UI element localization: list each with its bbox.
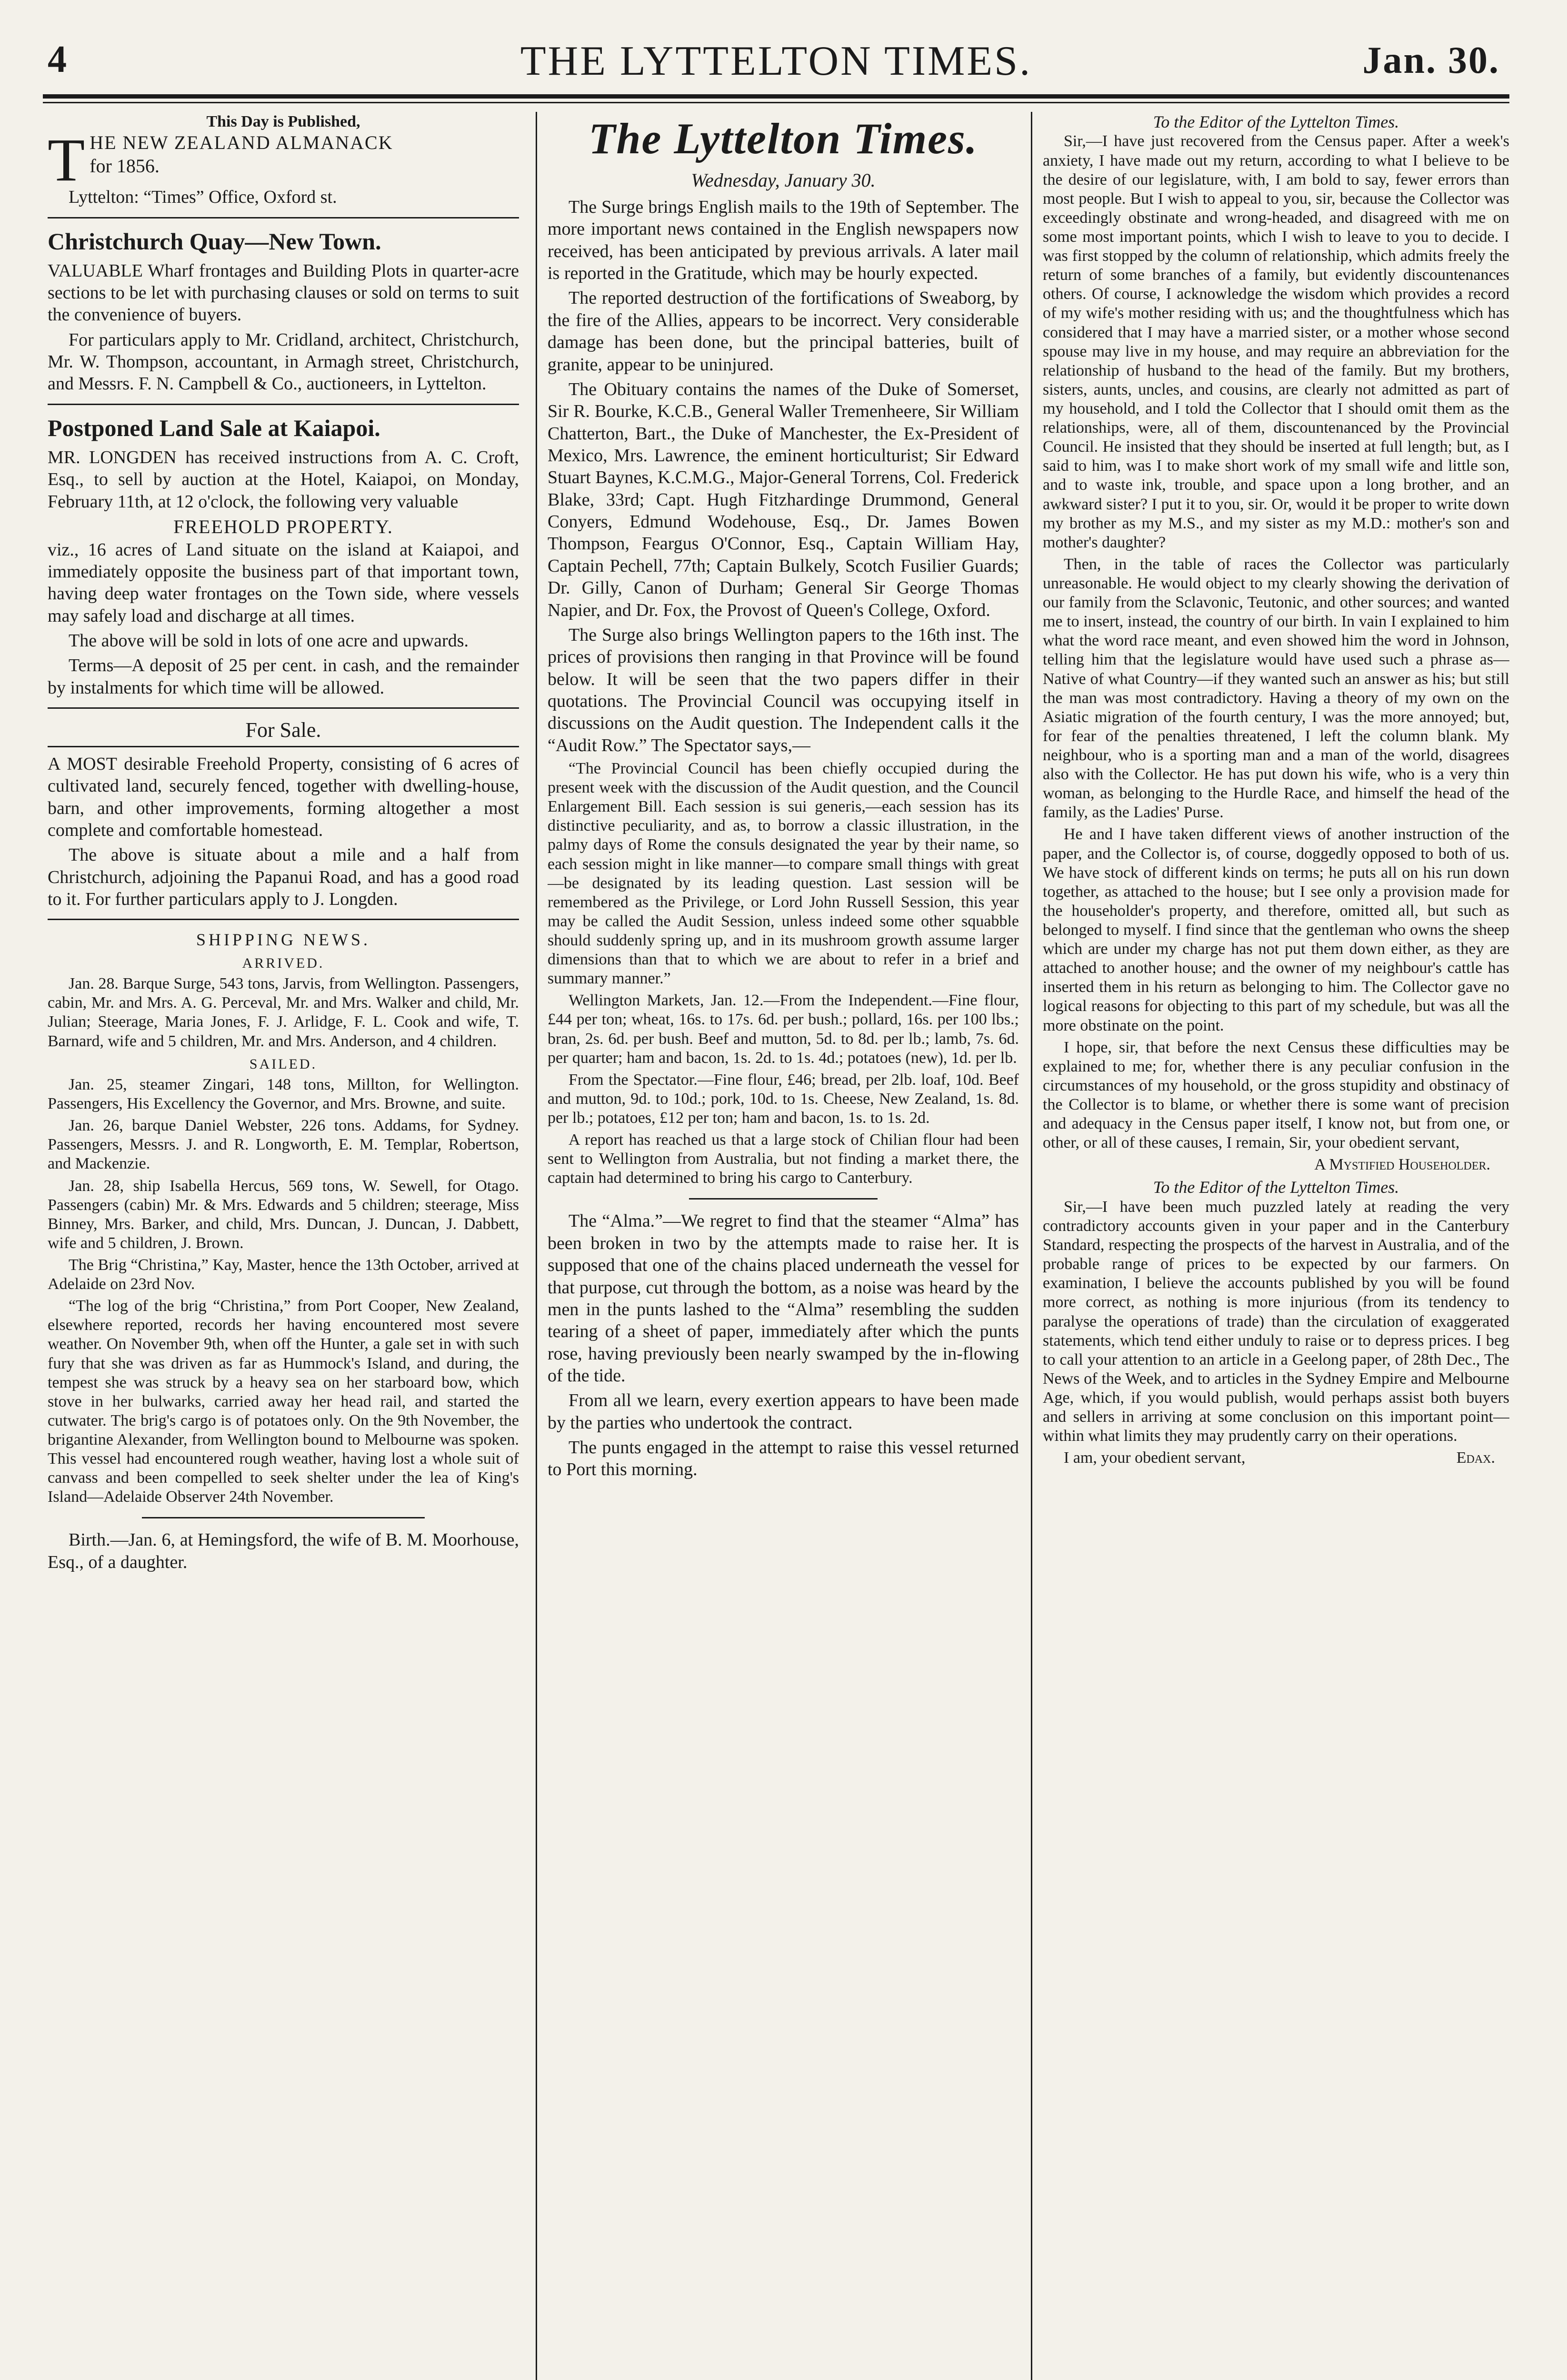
almanack-year: for 1856.: [90, 155, 160, 177]
almanack-title: HE NEW ZEALAND ALMANACK: [90, 132, 393, 154]
quay-heading: Christchurch Quay—New Town.: [48, 228, 381, 255]
letter-paragraph: I hope, sir, that before the next Census these difficulties may be explained to me; for, whether there is any peculiar confusion in the circumstances of my household, or the gross stupidity and obstinacy of the Collector is to blame, or whether there is some want of precision and adequacy in the Census paper itself, I know not, but from one, or other, or all of these causes, I remain, Sir, your obedient servant,: [1043, 1038, 1509, 1152]
letter-signature: Edax.: [1456, 1449, 1495, 1467]
column-letters: [1043, 112, 1509, 2380]
for-sale-text-1: A MOST desirable Freehold Property, consisting of 6 acres of cultivated land, securely fenced, together with dwelling-house, barn, and other improvements, forming altogether a most complete and comfortable homestead.: [48, 754, 519, 840]
letter-close: I am, your obedient servant,: [1064, 1449, 1246, 1467]
divider: [48, 746, 519, 747]
sailed-heading: SAILED.: [249, 1056, 318, 1072]
letter-harvest: [1043, 1177, 1509, 1468]
sailing-entry: Jan. 26, barque Daniel Webster, 226 tons. Addams, for Sydney. Passengers, Messrs. J. and R. Longworth, E. M. Templar, Robertson, and Mackenzie.: [48, 1117, 519, 1173]
column-divider-2: [1031, 112, 1032, 2380]
divider: [48, 919, 519, 920]
for-sale-text-2: The above is situate about a mile and a half from Christchurch, adjoining the Papanui Road, and has a good road to it. For further particulars apply to J. Longden.: [48, 845, 519, 909]
kaiapoi-text-4: Terms—A deposit of 25 per cent. in cash, and the remainder by instalments for which time will be allowed.: [48, 655, 519, 698]
kaiapoi-heading: Postponed Land Sale at Kaiapoi.: [48, 414, 380, 441]
letter-heading: To the Editor of the Lyttelton Times.: [1153, 112, 1399, 131]
editorial-title: The Lyttelton Times.: [589, 114, 978, 163]
editorial-paragraph: The reported destruction of the fortifications of Sweaborg, by the fire of the Allies, appears to be incorrect. Very considerable damage has been done, but the principal batteries, built of granite, appear to be uninjured.: [548, 288, 1019, 375]
arrival-entry: Jan. 28. Barque Surge, 543 tons, Jarvis, from Wellington. Passengers, cabin, Mr. and Mrs. A. G. Perceval, Mr. and Mrs. Walker and child, Mr. Julian; Steerage, Maria Jones, F. J. Arlidge, F. L. Cook and wife, T. Barnard, wife and 5 children, Mr. and Mrs. Anderson, and 4 children.: [48, 975, 519, 1050]
kaiapoi-text-3: The above will be sold in lots of one acre and upwards.: [69, 631, 469, 651]
kaiapoi-ad: [48, 414, 519, 699]
quay-ad: [48, 227, 519, 395]
quay-text-2: For particulars apply to Mr. Cridland, architect, Christchurch, Mr. W. Thompson, accountant, in Armagh street, Christchurch, and Messrs. F. N. Campbell & Co., auctioneers, in Lyttelton.: [48, 329, 519, 394]
masthead-rule-thin: [43, 102, 1509, 103]
column-divider-1: [536, 112, 537, 2380]
shipping-news: [48, 930, 519, 1507]
sailing-entry: The Brig “Christina,” Kay, Master, hence the 13th October, arrived at Adelaide on 23rd Nov.: [48, 1256, 519, 1293]
issue-date: Jan. 30.: [1362, 40, 1500, 81]
alma-paragraph: From all we learn, every exertion appears to have been made by the parties who undertook the contract.: [548, 1390, 1019, 1433]
letter-paragraph: Sir,—I have just recovered from the Census paper. After a week's anxiety, I have made out my return, according to what I believe to be the desire of our legislature, with, I am bold to say, fewer errors than most people. But I wish to appeal to you, sir, because the Collector was exceedingly obstinate and wrong-headed, and disagreed with me on some most important points, which I wish to leave to you to decide. I was first stopped by the column of relationship, which admits freely the return of some branches of a family, but evidently discountenances others. Of course, I acknowledge the wisdom which provides a record of my wife's mother residing with us; and the thoughtfulness which has considered that I may have a married sister, or a mother whose second spouse may live in my house, and may require an abbreviation for the relationship of husband to the head of the family. But my brothers, sisters, aunts, uncles, and cousins, are clearly not admitted as part of my household, and I told the Collector that I should omit them as the relationships, were, all of them, discountenanced by the Provincial Council. He insisted that they should be inserted at full length; but, as I said to him, was I to make short work of my small wife and little son, and to waste ink, trouble, and space upon a long brother, and an awkward sister? I put it to you, sir. Or, would it be proper to write down my brother as my M.S., and my sister as my M.D.: mother's son and mother's daughter?: [1043, 132, 1509, 551]
divider: [48, 404, 519, 405]
for-sale-heading: For Sale.: [245, 718, 321, 742]
birth-notice: Birth.—Jan. 6, at Hemingsford, the wife of B. M. Moorhouse, Esq., of a daughter.: [48, 1530, 519, 1572]
editorial-paragraph: The Surge brings English mails to the 19th of September. The more important news contained in the English newspapers now received, has been anticipated by previous arrivals. A later mail is reported in the Gratitude, which may be hourly expected.: [548, 197, 1019, 284]
alma-paragraph: The punts engaged in the attempt to raise this vessel returned to Port this morning.: [548, 1438, 1019, 1480]
sailing-entry: Jan. 28, ship Isabella Hercus, 569 tons, W. Sewell, for Otago. Passengers (cabin) Mr. & Mrs. Edwards and 5 children; steerage, Miss Binney, Mrs. Barker, and child, Mrs. Duncan, J. Duncan, J. Dabbett, wife and 5 children, J. Brown.: [48, 1177, 519, 1252]
almanack-lead: This Day is Published,: [206, 113, 360, 130]
letter-paragraph: He and I have taken different views of another instruction of the paper, and the Collector is, of course, doggedly opposed to both of us. We have stock of different kinds on terms; he puts all on his run down together, as attached to the house; but I see only a provision made for the householder's property, and therefore, omitted all, but such as belonged to myself. I find since that the gentleman who owns the sheep which are under my charge has not put them down either, as they are attached to another house; and the owner of my neighbour's cattle has inserted them in his return as belonging to him. The Collector gave no logical reasons for objecting to this part of my schedule, but was all the more obstinate on the point.: [1043, 825, 1509, 1034]
kaiapoi-subhead: FREEHOLD PROPERTY.: [173, 516, 393, 537]
letter-heading: To the Editor of the Lyttelton Times.: [1153, 1178, 1399, 1197]
masthead: [43, 29, 1509, 100]
divider: [689, 1198, 878, 1200]
sailing-entry: “The log of the brig “Christina,” from Port Cooper, New Zealand, elsewhere reported, records her having encountered most severe weather. On November 9th, when off the Hunter, a gale set in with such fury that she was driven as far as Hummock's Island, and during, the tempest she was struck by a heavy sea on her starboard bow, which stove in her bulwarks, carried away her head rail, and started the cutwater. The brig's cargo is of potatoes only. On the 9th November, the brigantine Alexander, from Wellington bound to Melbourne was spoken. This vessel had encountered rough weather, having lost a whole suit of canvass and been compelled to seek shelter under the lea of King's Island—Adelaide Observer 24th November.: [48, 1297, 519, 1506]
column-advertisements: [48, 112, 519, 2380]
arrived-heading: ARRIVED.: [242, 955, 325, 971]
kaiapoi-text-1: MR. LONGDEN has received instructions from A. C. Croft, Esq., to sell by auction at the Hotel, Kaiapoi, on Monday, February 11th, at 12 o'clock, the following very valuable: [48, 447, 519, 512]
drop-cap-t: T: [48, 131, 85, 187]
letter-census: [1043, 112, 1509, 1174]
shipping-heading: SHIPPING NEWS.: [196, 930, 371, 950]
page-number: 4: [48, 39, 67, 80]
sailing-entry: Jan. 25, steamer Zingari, 148 tons, Millton, for Wellington. Passengers, His Excellency the Governor, and Mrs. Browne, and suite.: [48, 1076, 519, 1113]
editorial-dateline: Wednesday, January 30.: [691, 169, 876, 191]
letter-paragraph: Sir,—I have been much puzzled lately at reading the very contradictory accounts given in your paper and in the Canterbury Standard, respecting the prospects of the harvest in Australia, and of the probable range of prices to be expected by our farmers. On examination, I believe the accounts published by you will be found more correct, as nothing is more injurious (from its tendency to paralyse the operations of trade) than the circulation of exaggerated statements, which tend either unduly to raise or to depress prices. I beg to call your attention to an article in a Geelong paper, of 28th Dec., The News of the Week, and to articles in the Sydney Empire and Melbourne Age, which, if you would publish, would perhaps assist both buyers and sellers in arriving at some conclusion on this important point—within what limits they may prudently carry on their operations.: [1043, 1198, 1509, 1445]
almanack-ad: [48, 112, 519, 208]
masthead-rule: [43, 94, 1509, 99]
letter-paragraph: Then, in the table of races the Collector was particularly unreasonable. He would object to my clearly showing the derivation of our family from the Sclavonic, Teutonic, and other sources; and wanted me to insert, instead, the country of our birth. In vain I explained to him what the word race meant, and even showed him the word in Johnson, telling him that the legislature would have used such a phrase as—Native of what Country—if they wanted such an answer as his; but still the man was most contradictory. Having a theory of my own on the Asiatic migration of the fourth century, I was the more annoyed; but, for fear of the penalties threatened, I left the column blank. My neighbour, who is a sporting man and a man of the world, disagrees also with the Collector. He has put down his wife, who is a very thin woman, as belonging to the Hurdle Race, and himself the head of the family, as the Ladies' Purse.: [1043, 555, 1509, 822]
wellington-markets: Wellington Markets, Jan. 12.—From the Independent.—Fine flour, £44 per ton; wheat, 16s. to 17s. 6d. per bush.; pollard, 16s. per 100 lbs.; bran, 2s. 6d. per bush. Beef and mutton, 5d. to 8d. per lb.; lamb, 7s. 6d. per quarter; ham and bacon, 1s. 2d. to 1s. 4d.; potatoes (new), 1d. per lb.: [548, 992, 1019, 1067]
quay-text-1: VALUABLE Wharf frontages and Building Plots in quarter-acre sections to be let with purchasing clauses or sold on terms to suit the convenience of buyers.: [48, 260, 519, 325]
alma-paragraph: The “Alma.”—We regret to find that the steamer “Alma” has been broken in two by the attempts made to raise her. It is supposed that one of the chains placed underneath the vessel for that purpose, cut through the bottom, as a noise was heard by the men in the punts lashed to the “Alma” resembling the sudden tearing of a sheet of paper, immediately after which the punts rose, having previously been nearly swamped by the in-flowing of the tide.: [548, 1211, 1019, 1386]
newspaper-title: THE LYTTELTON TIMES.: [520, 38, 1032, 84]
divider: [142, 1517, 425, 1518]
spectator-quote: “The Provincial Council has been chiefly occupied during the present week with the discussion of the Audit question, and the Council Enlargement Bill. Each session is sui generis,—each session has its distinctive peculiarity, and as, to borrow a classic illustration, in the palmy days of Rome the consuls designated the year by their name, so each session might in like manner—to compare small things with great—be designated by its leading question. Last session will be remembered as the Privilege, or Lord John Russell Session, this year may be called the Audit Session, unless indeed some other squabble should suddenly spring up, and in its mushroom growth assume larger dimensions than that to which we are about to refer in a brief and summary manner.”: [548, 760, 1019, 988]
kaiapoi-text-2: viz., 16 acres of Land situate on the island at Kaiapoi, and immediately opposite the business part of that important town, having deep water frontages on the Town side, where vessels may safely load and discharge at all times.: [48, 539, 519, 626]
column-editorial: [548, 112, 1019, 2380]
almanack-place: Lyttelton: “Times” Office, Oxford st.: [69, 187, 337, 208]
spectator-markets: From the Spectator.—Fine flour, £46; bread, per 2lb. loaf, 10d. Beef and mutton, 9d. to 10d.; pork, 10d. to 1s. Cheese, New Zealand, 1s. 8d. per lb.; potatoes, £12 per ton; ham and bacon, 1s. to 1s. 2d.: [548, 1071, 1019, 1127]
divider: [48, 707, 519, 709]
divider: [48, 217, 519, 218]
for-sale-ad: [48, 717, 519, 910]
flour-report: A report has reached us that a large stock of Chilian flour had been sent to Wellington from Australia, but not finding a market there, the captain had determined to bring his cargo to Canterbury.: [548, 1131, 1019, 1187]
letter-signature: A Mystified Householder.: [1314, 1156, 1490, 1174]
editorial-paragraph: The Obituary contains the names of the Duke of Somerset, Sir R. Bourke, K.C.B., General Waller Tremenheere, Sir William Chatterton, Bart., the Duke of Manchester, the Ex-President of Mexico, Mrs. Lawrence, the eminent horticulturist; Sir Edward Stuart Baynes, K.C.M.G., Major-General Torrens, Col. Frederick Blake, 33rd; Capt. Hugh Fitzhardinge Drummond, General Conyers, Edmund Wodehouse, Esq., Dr. James Bowen Thompson, Feargus O'Connor, Esq., Captain William Hay, Captain Pechell, 77th; Captain Bulkely, Scotch Fusilier Guards; Dr. Gilly, Canon of Durham; General Sir George Thomas Napier, and Dr. Fox, the Provost of Queen's College, Oxford.: [548, 379, 1019, 620]
editorial-paragraph: The Surge also brings Wellington papers to the 16th inst. The prices of provisions then ranging in that Province will be found below. It will be seen that the two papers differ in their quotations. The Provincial Council was occupying itself in discussions on the Audit question. The Independent calls it the “Audit Row.” The Spectator says,—: [548, 625, 1019, 755]
